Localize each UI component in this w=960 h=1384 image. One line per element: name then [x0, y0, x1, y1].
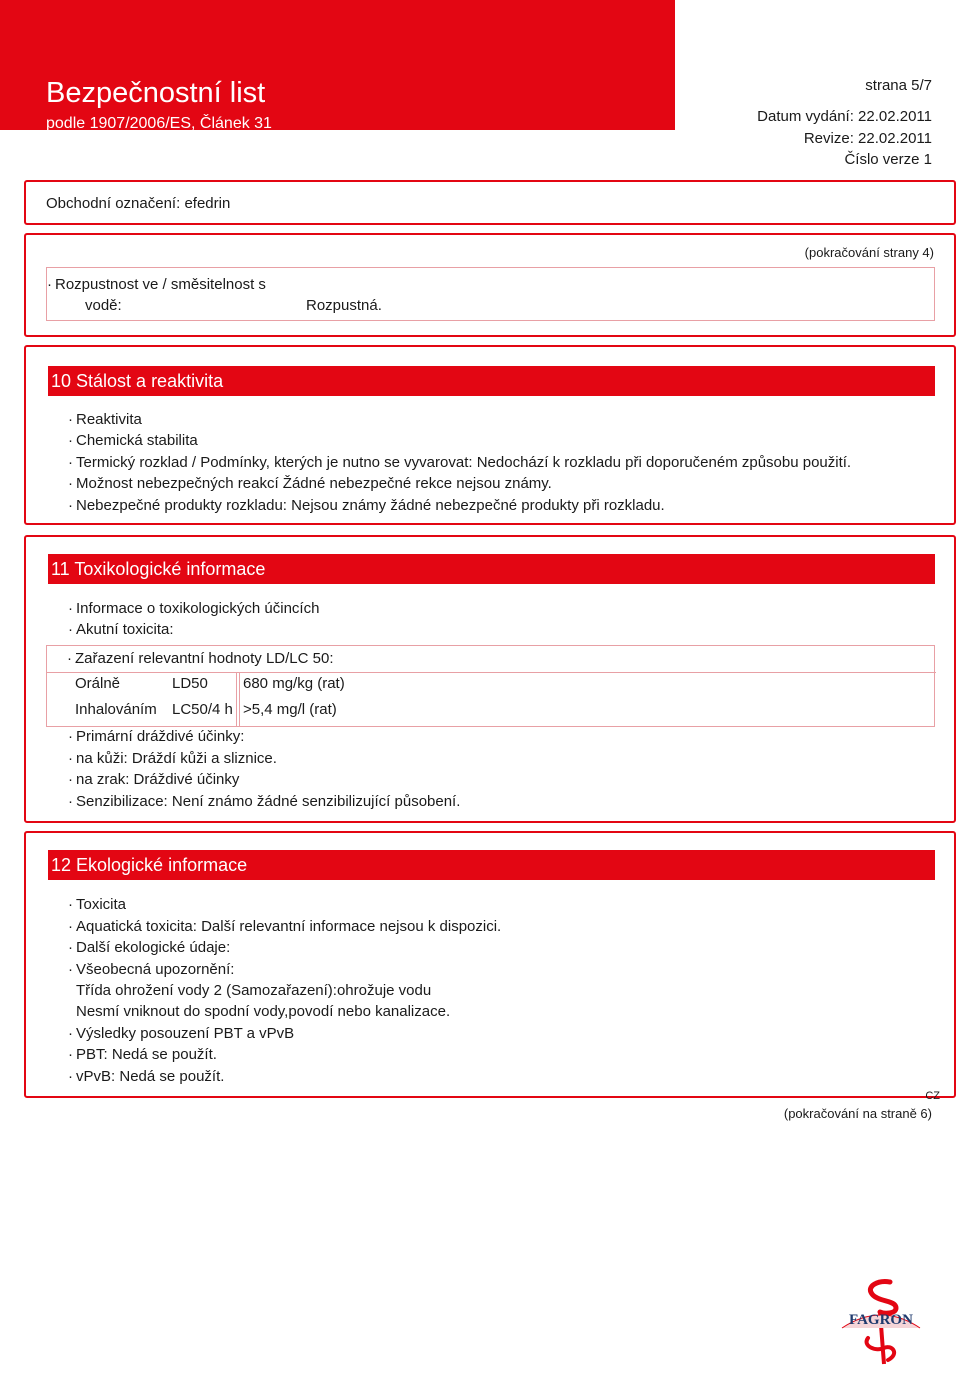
- solubility-label-line2: vodě:: [85, 297, 122, 314]
- item-pbt: · PBT: Nedá se použít.: [68, 1046, 217, 1063]
- ld-row-type: LD50: [172, 675, 208, 692]
- section-11-box: [24, 535, 956, 823]
- bullet: ·: [47, 276, 52, 293]
- continuation-next-note: (pokračování na straně 6): [783, 1106, 932, 1121]
- trade-name-value: efedrin: [184, 195, 231, 212]
- section-12-heading: 12 Ekologické informace: [48, 850, 935, 880]
- divider: [239, 673, 240, 727]
- header-banner: [0, 0, 675, 130]
- trade-name-label: Obchodní označení:: [46, 195, 181, 212]
- item-sensitization: · Senzibilizace: Není známo žádné senzibilizující působení.: [68, 793, 461, 810]
- item-skin: · na kůži: Dráždí kůži a sliznice.: [68, 750, 277, 767]
- solubility-box: [46, 267, 935, 321]
- item-pbt-vpvb-results: · Výsledky posouzení PBT a vPvB: [68, 1025, 295, 1042]
- item-hazardous-reactions: · Možnost nebezpečných reakcí Žádné nebezpečné rekce nejsou známy.: [68, 475, 552, 492]
- ld-lc50-table: [46, 645, 935, 727]
- item-eyes: · na zrak: Dráždivé účinky: [68, 771, 240, 788]
- item-general-notes: · Všeobecná upozornění:: [68, 961, 235, 978]
- item-chemical-stability: · Chemická stabilita: [68, 432, 198, 449]
- ld-row-route: Inhalováním: [75, 701, 157, 718]
- logo-wordmark: FAGRON: [849, 1312, 913, 1328]
- document-subtitle: podle 1907/2006/ES, Článek 31: [46, 115, 272, 132]
- solubility-label: [47, 274, 266, 295]
- item-thermal-decomposition: · Termický rozklad / Podmínky, kterých je nutno se vyvarovat: Nedochází k rozkladu při doporučeném způsobu použití.: [68, 454, 852, 471]
- note-groundwater: Nesmí vniknout do spodní vody,povodí nebo kanalizace.: [76, 1003, 451, 1020]
- ld-row-type: LC50/4 h: [172, 701, 233, 718]
- issue-date: Datum vydání: 22.02.2011: [757, 108, 932, 125]
- item-decomposition-products: · Nebezpečné produkty rozkladu: Nejsou známy žádné nebezpečné produkty při rozkladu.: [68, 497, 665, 514]
- item-acute-toxicity: · Akutní toxicita:: [68, 621, 174, 638]
- note-water-hazard-class: Třída ohrožení vody 2 (Samozařazení):ohrožuje vodu: [76, 982, 432, 999]
- revision-date: Revize: 22.02.2011: [803, 130, 932, 147]
- item-vpvb: · vPvB: Nedá se použít.: [68, 1068, 225, 1085]
- section-11-heading: 11 Toxikologické informace: [48, 554, 935, 584]
- solubility-value: Rozpustná.: [306, 297, 382, 314]
- trade-name: [46, 194, 230, 214]
- item-reactivity: · Reaktivita: [68, 411, 142, 428]
- item-toxicological-effects: · Informace o toxikologických účincích: [68, 600, 320, 617]
- ld-row-value: >5,4 mg/l (rat): [243, 701, 337, 718]
- section-10-heading: 10 Stálost a reaktivita: [48, 366, 935, 396]
- version-number: Číslo verze 1: [844, 151, 932, 168]
- page-number: strana 5/7: [865, 77, 932, 94]
- ld-table-body: [47, 673, 237, 727]
- document-title: Bezpečnostní list: [46, 77, 266, 109]
- ld-row-value: 680 mg/kg (rat): [243, 675, 345, 692]
- fagron-logo: [838, 1278, 924, 1368]
- section-12-box: [24, 831, 956, 1098]
- serpent-logo-icon: [838, 1278, 924, 1368]
- trade-name-box: [24, 180, 956, 225]
- country-code: CZ: [925, 1090, 940, 1102]
- solubility-label-line1: Rozpustnost ve / směsitelnost s: [55, 276, 266, 293]
- item-further-ecological: · Další ekologické údaje:: [68, 939, 231, 956]
- item-primary-irritation: · Primární dráždivé účinky:: [68, 728, 245, 745]
- continuation-box: [24, 233, 956, 337]
- ld-row-route: Orálně: [75, 675, 121, 692]
- item-toxicity: · Toxicita: [68, 896, 127, 913]
- section-10-box: [24, 345, 956, 525]
- ld-table-title: · Zařazení relevantní hodnoty LD/LC 50:: [67, 650, 334, 667]
- continuation-prev-note: (pokračování strany 4): [804, 245, 934, 260]
- item-aquatic-toxicity: · Aquatická toxicita: Další relevantní informace nejsou k dispozici.: [68, 918, 502, 935]
